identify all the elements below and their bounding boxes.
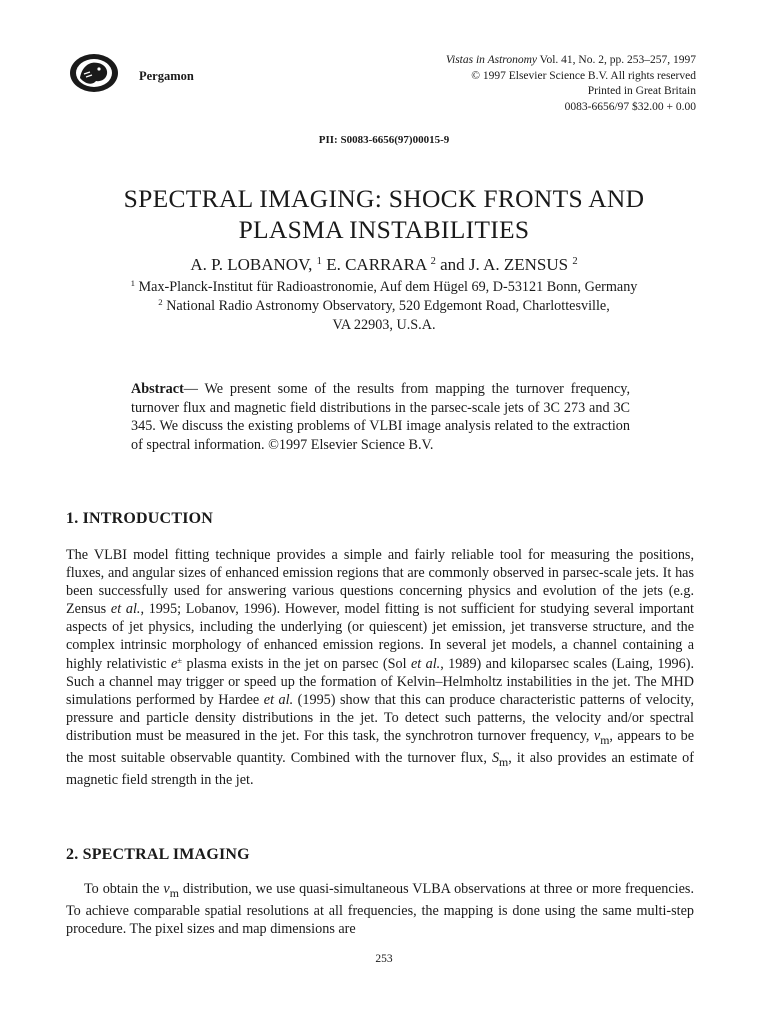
affil-1-mark: 1 bbox=[130, 278, 135, 289]
text-run: , 1989) and kiloparsec scales (Laing, 1996). Such a channel may trigger or speed up the formation of Kelvin–Helmholtz instabilities in the jet. The MHD simulations performed by Hardee bbox=[66, 655, 695, 708]
issn-price: 0083-6656/97 $32.00 + 0.00 bbox=[564, 100, 696, 113]
paper-title bbox=[40, 183, 728, 245]
author-3-affil-mark: 2 bbox=[572, 256, 578, 268]
affiliation-2 bbox=[40, 297, 728, 316]
author-list bbox=[0, 255, 768, 275]
text-run: , appears to be the most suitable observable quantity. Combined with the turnover flux, bbox=[66, 727, 694, 766]
text-run: plasma exists in the jet on parsec (Sol bbox=[182, 655, 411, 672]
author-2: E. CARRARA bbox=[321, 255, 427, 274]
introduction-paragraph bbox=[66, 546, 694, 789]
math-subscript: m bbox=[169, 885, 179, 900]
affiliation-2-cont: VA 22903, U.S.A. bbox=[332, 317, 436, 333]
journal-name: Vistas in Astronomy bbox=[445, 54, 537, 66]
journal-citation bbox=[446, 53, 696, 69]
text-run-italic: et al. bbox=[110, 601, 141, 618]
pergamon-logo-icon bbox=[68, 52, 120, 94]
math-subscript: m bbox=[600, 732, 610, 747]
affil-2-mark: 2 bbox=[158, 297, 163, 308]
copyright-line: © 1997 Elsevier Science B.V. All rights reserved bbox=[471, 69, 696, 82]
printed-line: Printed in Great Britain bbox=[587, 85, 696, 97]
math-subscript: m bbox=[499, 754, 509, 769]
abstract bbox=[131, 380, 630, 455]
text-run-italic: et al. bbox=[263, 691, 294, 708]
math-symbol: e bbox=[170, 655, 178, 672]
affil-2-text: National Radio Astronomy Observatory, 520 Edgemont Road, Charlottesville, bbox=[162, 298, 610, 314]
title-line-1: SPECTRAL IMAGING: SHOCK FRONTS AND bbox=[123, 184, 645, 213]
abstract-text: — We present some of the results from mapping the turnover frequency, turnover flux and magnetic field distributions in the parsec-scale jets of 3C 273 and 3C 345. We discuss the existing problems of VLBI image analysis related to the extraction of spectral information. ©1997 Elsevier Science B.V. bbox=[131, 381, 630, 454]
affil-1-text: Max-Planck-Institut für Radioastronomie, Auf dem Hügel 69, D-53121 Bonn, Germany bbox=[135, 279, 638, 295]
text-run: (1995) show that this can produce characteristic patterns of velocity, pressure and particle density distributions in the jet. To detect such patterns, the velocity and/or spectral distribution must be measured in the jet. For this task, the synchrotron turnover frequency, bbox=[66, 691, 694, 744]
affiliation-1 bbox=[40, 278, 728, 297]
math-symbol: S bbox=[491, 749, 500, 766]
text-run: , 1995; Lobanov, 1996). However, model fitting is not sufficient for studying several important aspects of jet physics, including the underlying (or quiescent) jet emission, jet transverse structure, and the complex intrinsic morphology of enhanced emission regions. In several jet models, a channel containing a highly relativistic bbox=[66, 601, 694, 672]
citation-block bbox=[446, 53, 696, 115]
abstract-label: Abstract bbox=[131, 381, 184, 397]
text-run: The VLBI model fitting technique provides a simple and fairly reliable tool for measuring the positions, fluxes, and angular sizes of enhanced emission regions that are commonly observed in parsec-scale jets. It has been successfully used for answering various questions concerning physics and evolution of the jets (e.g. Zensus bbox=[66, 547, 694, 618]
text-run: distribution, we use quasi-simultaneous VLBA observations at three or more frequencies. To achieve comparable spatial resolutions at all frequencies, the mapping is done using the same multi-step procedure. The pixel sizes and map dimensions are bbox=[66, 881, 694, 938]
section-heading-spectral-imaging: 2. SPECTRAL IMAGING bbox=[66, 846, 250, 863]
math-symbol: ν bbox=[593, 727, 601, 744]
volume-pages: Vol. 41, No. 2, pp. 253–257, 1997 bbox=[537, 54, 696, 66]
text-run: , it also provides an estimate of magnetic field strength in the jet. bbox=[66, 749, 694, 788]
pii-identifier: PII: S0083-6656(97)00015-9 bbox=[318, 134, 450, 146]
page-number: 253 bbox=[375, 953, 393, 965]
math-superscript: ± bbox=[177, 654, 183, 665]
spectral-imaging-paragraph bbox=[66, 880, 694, 938]
author-1-affil-mark: 1 bbox=[316, 256, 322, 268]
affiliations bbox=[40, 278, 728, 335]
section-heading-introduction: 1. INTRODUCTION bbox=[66, 510, 214, 527]
text-run-italic: et al. bbox=[410, 655, 441, 672]
author-1: A. P. LOBANOV, bbox=[190, 255, 313, 274]
text-run: To obtain the bbox=[84, 881, 164, 897]
author-2-affil-mark: 2 bbox=[430, 256, 436, 268]
math-symbol: ν bbox=[163, 881, 170, 897]
publisher-name: Pergamon bbox=[139, 69, 194, 83]
title-line-2: PLASMA INSTABILITIES bbox=[238, 215, 530, 244]
author-3: and J. A. ZENSUS bbox=[435, 255, 569, 274]
